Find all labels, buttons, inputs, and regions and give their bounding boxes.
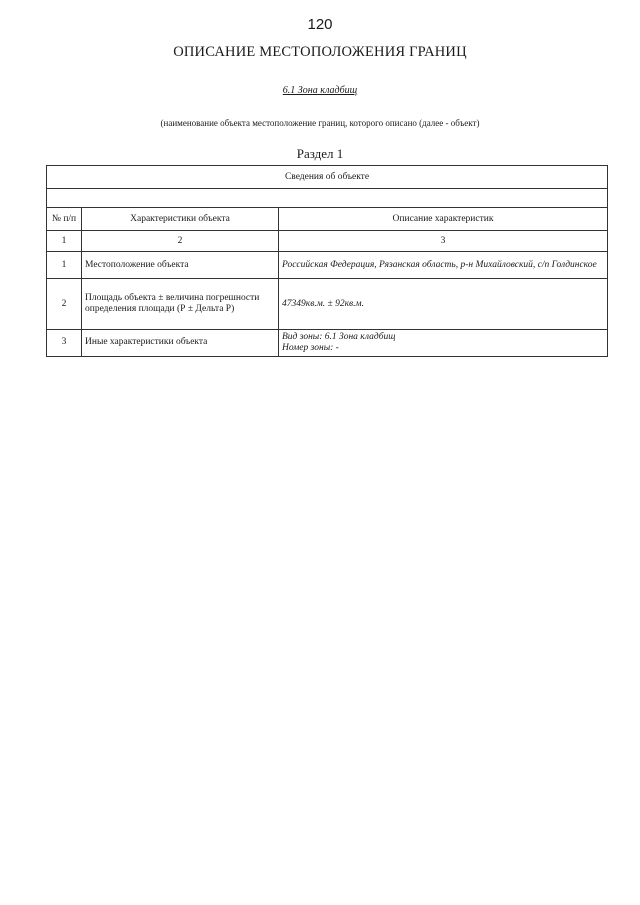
table-row xyxy=(47,279,608,330)
row-characteristic: Иные характеристики объекта xyxy=(82,330,279,357)
table-header: Сведения об объекте xyxy=(47,166,608,189)
object-name-caption: (наименование объекта местоположение границ, которого описано (далее - объект) xyxy=(160,118,480,128)
row-description: 47349кв.м. ± 92кв.м. xyxy=(279,279,608,330)
table-row xyxy=(47,330,608,357)
row-description xyxy=(279,330,608,357)
row-number: 3 xyxy=(47,330,82,357)
row-description: Российская Федерация, Рязанская область, р-н Михайловский, с/п Голдинское xyxy=(279,252,608,279)
column-header-description: Описание характеристик xyxy=(279,208,608,231)
document-title: ОПИСАНИЕ МЕСТОПОЛОЖЕНИЯ ГРАНИЦ xyxy=(173,44,467,60)
row-number: 2 xyxy=(47,279,82,330)
column-header-number: № п/п xyxy=(47,208,82,231)
object-info-table xyxy=(46,165,608,357)
row-characteristic: Площадь объекта ± величина погрешности определения площади (Р ± Дельта Р) xyxy=(82,279,279,330)
zone-number-line: Номер зоны: - xyxy=(282,342,339,353)
zone-type-line: Вид зоны: 6.1 Зона кладбищ xyxy=(282,332,396,342)
column-number-1: 1 xyxy=(47,231,82,252)
table-spacer-row xyxy=(47,189,608,208)
column-number-3: 3 xyxy=(279,231,608,252)
column-header-characteristic: Характеристики объекта xyxy=(82,208,279,231)
column-number-2: 2 xyxy=(82,231,279,252)
row-number: 1 xyxy=(47,252,82,279)
page-number: 120 xyxy=(307,16,333,33)
object-name: 6.1 Зона кладбищ xyxy=(282,85,358,96)
row-characteristic: Местоположение объекта xyxy=(82,252,279,279)
table-row xyxy=(47,252,608,279)
section-title: Раздел 1 xyxy=(296,146,344,161)
